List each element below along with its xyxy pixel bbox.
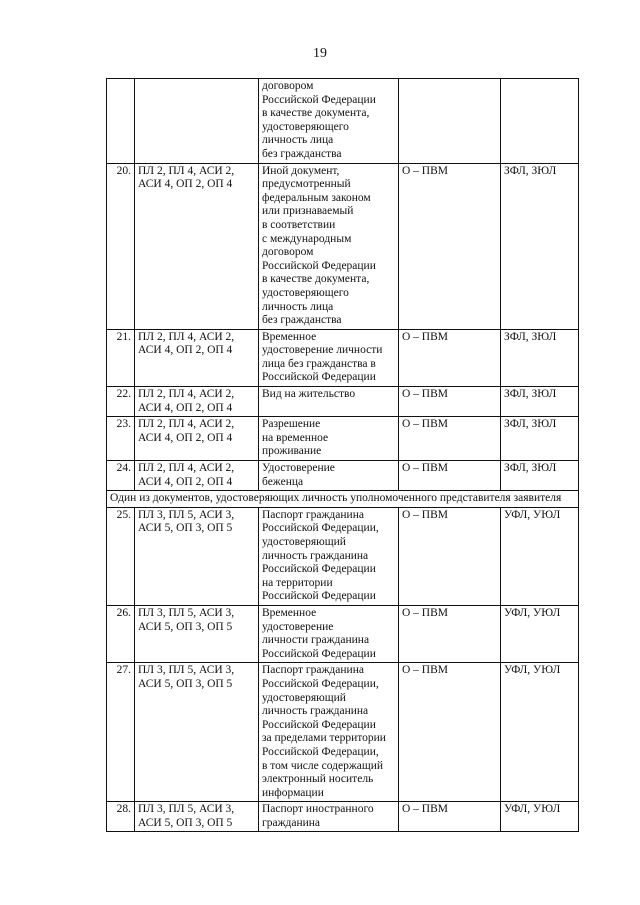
row-number: 21. bbox=[107, 329, 135, 386]
document-name-line: Российской Федерации bbox=[262, 647, 376, 660]
document-name-line: на временное bbox=[262, 431, 329, 444]
code-line: ПЛ 2, ПЛ 4, АСИ 2, bbox=[138, 418, 235, 431]
document-status: О – ПВМ bbox=[399, 329, 501, 386]
document-name bbox=[259, 663, 399, 802]
row-codes bbox=[135, 387, 259, 417]
document-name-line: с международным bbox=[262, 232, 352, 245]
document-name-line: Вид на жительство bbox=[262, 388, 356, 401]
document-name-line: удостоверяющий bbox=[262, 536, 346, 548]
row-number bbox=[107, 79, 135, 164]
document-name bbox=[259, 387, 399, 417]
document-name-line: или признаваемый bbox=[262, 205, 354, 218]
document-name bbox=[259, 605, 399, 662]
document-status: О – ПВМ bbox=[399, 605, 501, 662]
document-name-line: удостоверяющий bbox=[262, 691, 346, 704]
document-name-line: Паспорт иностранного bbox=[262, 803, 374, 816]
document-name-line: Паспорт гражданина bbox=[262, 664, 364, 677]
table-row bbox=[107, 387, 579, 417]
document-name-line: Российской Федерации bbox=[262, 563, 376, 576]
document-name-line: в качестве документа, bbox=[262, 273, 370, 286]
code-line: ПЛ 2, ПЛ 4, АСИ 2, bbox=[138, 330, 235, 343]
document-name-line: личность лица bbox=[262, 134, 334, 147]
document-name-line: личность гражданина bbox=[262, 549, 369, 562]
row-number: 27. bbox=[107, 663, 135, 802]
document-name-line: Российской Федерации bbox=[262, 371, 376, 384]
document-name-line: личность лица bbox=[262, 300, 334, 313]
document-name-line: Удостоверение bbox=[262, 462, 335, 475]
document-status: О – ПВМ bbox=[399, 802, 501, 832]
code-line: ПЛ 2, ПЛ 4, АСИ 2, bbox=[138, 388, 235, 401]
applicant-category: УФЛ, УЮЛ bbox=[501, 802, 579, 832]
document-name-line: гражданина bbox=[262, 816, 321, 829]
code-line: ПЛ 2, ПЛ 4, АСИ 2, bbox=[138, 164, 235, 177]
table-row bbox=[107, 605, 579, 662]
document-name-line: за пределами территории bbox=[262, 732, 386, 745]
document-name-line: Временное bbox=[262, 330, 317, 343]
applicant-category: ЗФЛ, ЗЮЛ bbox=[501, 387, 579, 417]
row-codes bbox=[135, 605, 259, 662]
document-name-line: беженца bbox=[262, 475, 304, 488]
document-name-line: Российской Федерации, bbox=[262, 745, 379, 758]
document-name-line: личности гражданина bbox=[262, 634, 370, 647]
document-name-line: в том числе содержащий bbox=[262, 759, 384, 772]
document-name-line: удостоверение личности bbox=[262, 344, 383, 357]
document-status: О – ПВМ bbox=[399, 507, 501, 605]
document-name bbox=[259, 461, 399, 491]
row-codes bbox=[135, 663, 259, 802]
document-status: О – ПВМ bbox=[399, 163, 501, 329]
document-name-line: удостоверяющего bbox=[262, 120, 349, 133]
row-codes bbox=[135, 507, 259, 605]
code-line: ПЛ 2, ПЛ 4, АСИ 2, bbox=[138, 462, 235, 475]
table-row bbox=[107, 79, 579, 164]
page-number: 19 bbox=[313, 46, 327, 61]
code-line: ПЛ 3, ПЛ 5, АСИ 3, bbox=[138, 803, 235, 816]
document-name-line: Российской Федерации, bbox=[262, 677, 379, 690]
document-status: О – ПВМ bbox=[399, 663, 501, 802]
row-number: 28. bbox=[107, 802, 135, 832]
document-name-line: Российской Федерации bbox=[262, 590, 376, 603]
code-line: АСИ 5, ОП 3, ОП 5 bbox=[138, 620, 233, 633]
row-number: 25. bbox=[107, 507, 135, 605]
document-name-line: Временное bbox=[262, 606, 317, 619]
row-number: 22. bbox=[107, 387, 135, 417]
applicant-category: УФЛ, УЮЛ bbox=[501, 663, 579, 802]
document-name bbox=[259, 163, 399, 329]
code-line: АСИ 4, ОП 2, ОП 4 bbox=[138, 431, 233, 444]
document-name bbox=[259, 507, 399, 605]
document-name-line: Иной документ, bbox=[262, 164, 340, 177]
table-row bbox=[107, 507, 579, 605]
applicant-category: УФЛ, УЮЛ bbox=[501, 507, 579, 605]
row-codes bbox=[135, 802, 259, 832]
row-codes bbox=[135, 329, 259, 386]
document-name-line: Российской Федерации bbox=[262, 718, 376, 731]
document-status: О – ПВМ bbox=[399, 387, 501, 417]
document-name bbox=[259, 802, 399, 832]
section-heading: Один из документов, удостоверяющих личность уполномоченного представителя заявителя bbox=[107, 491, 579, 508]
code-line: АСИ 5, ОП 3, ОП 5 bbox=[138, 522, 233, 535]
table-row bbox=[107, 461, 579, 491]
document-name-line: проживание bbox=[262, 445, 322, 458]
document-name-line: договором bbox=[262, 246, 314, 259]
table-row bbox=[107, 417, 579, 461]
document-name-line: Российской Федерации bbox=[262, 259, 376, 272]
document-name-line: Разрешение bbox=[262, 418, 321, 431]
applicant-category: ЗФЛ, ЗЮЛ bbox=[501, 461, 579, 491]
table-row bbox=[107, 329, 579, 386]
applicant-category: ЗФЛ, ЗЮЛ bbox=[501, 329, 579, 386]
document-name-line: предусмотренный bbox=[262, 178, 351, 191]
code-line: ПЛ 3, ПЛ 5, АСИ 3, bbox=[138, 664, 235, 677]
document-name-line: Паспорт гражданина bbox=[262, 508, 364, 521]
document-status: О – ПВМ bbox=[399, 417, 501, 461]
row-number: 26. bbox=[107, 605, 135, 662]
document-name-line: в качестве документа, bbox=[262, 107, 370, 120]
row-codes bbox=[135, 417, 259, 461]
document-name-line: без гражданства bbox=[262, 147, 342, 160]
document-name-line: информации bbox=[262, 786, 324, 799]
code-line: АСИ 4, ОП 2, ОП 4 bbox=[138, 344, 233, 357]
documents-table bbox=[106, 78, 579, 832]
document-name-line: Российской Федерации, bbox=[262, 522, 379, 535]
code-line: АСИ 5, ОП 3, ОП 5 bbox=[138, 816, 233, 829]
code-line: АСИ 4, ОП 2, ОП 4 bbox=[138, 475, 233, 488]
table-row bbox=[107, 802, 579, 832]
document-name bbox=[259, 417, 399, 461]
code-line: ПЛ 3, ПЛ 5, АСИ 3, bbox=[138, 606, 235, 619]
document-name-line: на территории bbox=[262, 576, 333, 589]
row-number: 23. bbox=[107, 417, 135, 461]
row-codes bbox=[135, 163, 259, 329]
applicant-category: УФЛ, УЮЛ bbox=[501, 605, 579, 662]
document-name bbox=[259, 329, 399, 386]
row-number: 24. bbox=[107, 461, 135, 491]
document-name-line: личность гражданина bbox=[262, 705, 369, 718]
code-line: ПЛ 3, ПЛ 5, АСИ 3, bbox=[138, 508, 235, 521]
document-name-line: Российской Федерации bbox=[262, 93, 376, 106]
document-name-line: в соответствии bbox=[262, 218, 336, 231]
table-row bbox=[107, 663, 579, 802]
document-status bbox=[399, 79, 501, 164]
code-line: АСИ 4, ОП 2, ОП 4 bbox=[138, 178, 233, 191]
document-name-line: договором bbox=[262, 80, 314, 92]
section-heading-row bbox=[107, 491, 579, 508]
code-line: АСИ 4, ОП 2, ОП 4 bbox=[138, 401, 233, 414]
document-name bbox=[259, 79, 399, 164]
document-name-line: лица без гражданства в bbox=[262, 357, 376, 370]
document-name-line: удостоверяющего bbox=[262, 286, 349, 299]
code-line: АСИ 5, ОП 3, ОП 5 bbox=[138, 677, 233, 690]
document-name-line: федеральным законом bbox=[262, 191, 371, 204]
row-codes bbox=[135, 461, 259, 491]
applicant-category bbox=[501, 79, 579, 164]
document-name-line: без гражданства bbox=[262, 314, 342, 327]
table-row bbox=[107, 163, 579, 329]
applicant-category: ЗФЛ, ЗЮЛ bbox=[501, 417, 579, 461]
document-name-line: электронный носитель bbox=[262, 773, 374, 786]
row-number: 20. bbox=[107, 163, 135, 329]
document-status: О – ПВМ bbox=[399, 461, 501, 491]
document-name-line: удостоверение bbox=[262, 620, 334, 633]
applicant-category: ЗФЛ, ЗЮЛ bbox=[501, 163, 579, 329]
row-codes bbox=[135, 79, 259, 164]
